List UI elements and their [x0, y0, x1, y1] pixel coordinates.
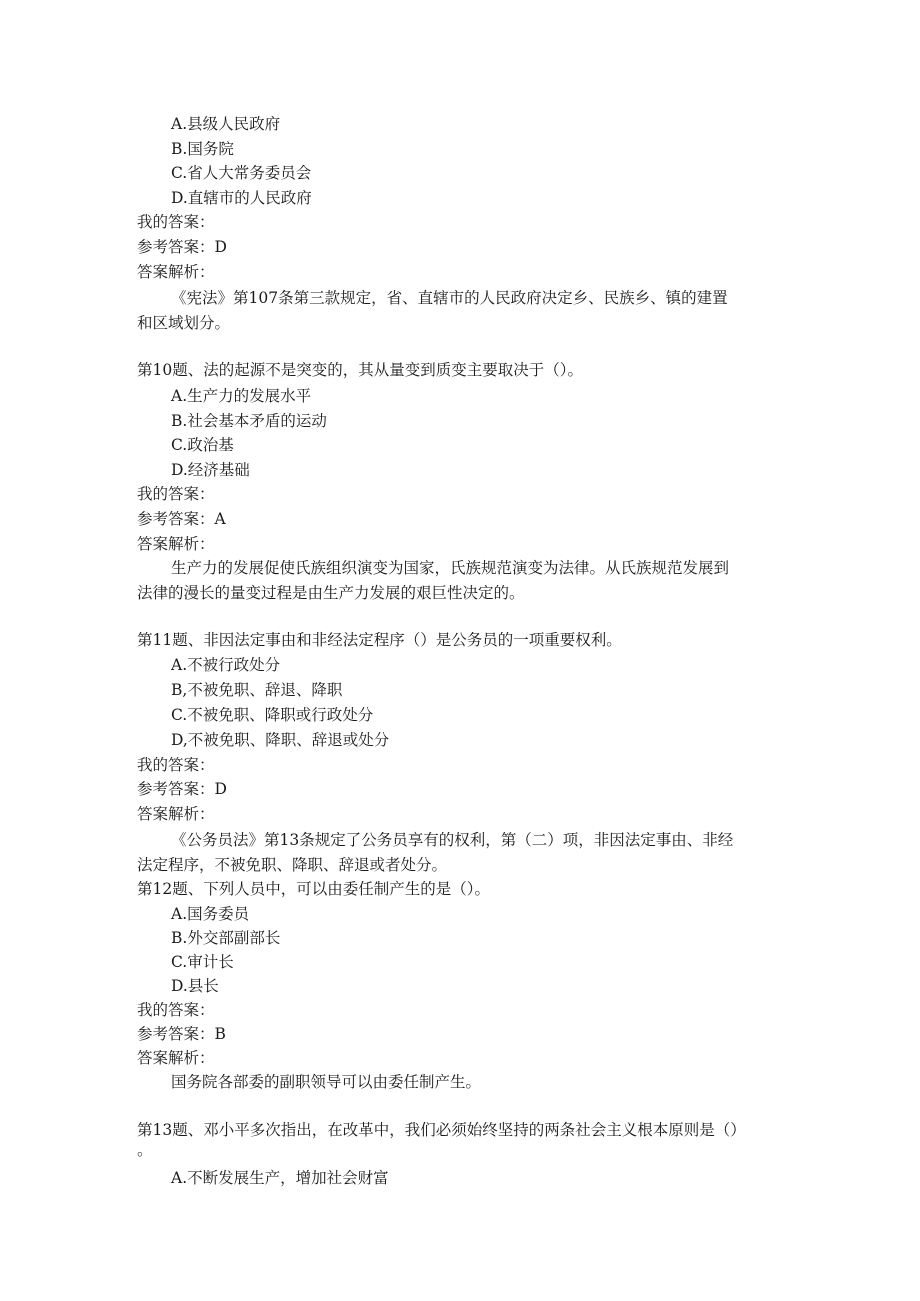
q9-option-a: A.县级人民政府 — [171, 115, 281, 133]
q11-reference-answer: 参考答案：D — [137, 780, 227, 798]
q10-title: 第10题、法的起源不是突变的，其从量变到质变主要取决于（）。 — [137, 361, 583, 379]
q10-reference-answer: 参考答案：A — [137, 510, 226, 528]
q9-option-d: D.直辖市的人民政府 — [171, 189, 312, 207]
q11-explanation-line-2: 法定程序，不被免职、降职、辞退或者处分。 — [137, 856, 448, 874]
q11-title: 第11题、非因法定事由和非经法定程序（）是公务员的一项重要权利。 — [137, 631, 622, 649]
q12-explanation-line-1: 国务院各部委的副职领导可以由委任制产生。 — [171, 1073, 482, 1091]
q10-explanation-label: 答案解析： — [137, 535, 215, 553]
q13-title-end: 。 — [137, 1141, 153, 1159]
q12-reference-answer: 参考答案：B — [137, 1025, 226, 1043]
q12-option-b: B.外交部副部长 — [171, 929, 281, 947]
q12-option-c: C.审计长 — [171, 953, 234, 971]
q9-explanation-line-2: 和区域划分。 — [137, 314, 231, 332]
q10-explanation-line-2: 法律的漫长的量变过程是由生产力发展的艰巨性决定的。 — [137, 584, 525, 602]
q11-option-a: A.不被行政处分 — [171, 656, 281, 674]
q10-option-b: B.社会基本矛盾的运动 — [171, 412, 327, 430]
q9-my-answer: 我的答案： — [137, 213, 215, 231]
q12-option-d: D.县长 — [171, 977, 219, 995]
q11-option-d: D,不被免职、降职、辞退或处分 — [171, 731, 390, 749]
q10-option-d: D.经济基础 — [171, 461, 250, 479]
q11-my-answer: 我的答案： — [137, 756, 215, 774]
q9-reference-answer: 参考答案：D — [137, 238, 227, 256]
q13-title: 第13题、邓小平多次指出，在改革中，我们必须始终坚持的两条社会主义根本原则是（） — [137, 1121, 746, 1139]
q12-explanation-label: 答案解析： — [137, 1049, 215, 1067]
q9-explanation-label: 答案解析： — [137, 263, 215, 281]
q11-option-c: C.不被免职、降职或行政处分 — [171, 706, 374, 724]
q13-option-a: A.不断发展生产，增加社会财富 — [171, 1169, 389, 1187]
q11-explanation-label: 答案解析： — [137, 805, 215, 823]
q10-option-c: C.政治基 — [171, 436, 234, 454]
q9-option-b: B.国务院 — [171, 140, 234, 158]
q9-option-c: C.省人大常务委员会 — [171, 164, 312, 182]
q10-explanation-line-1: 生产力的发展促使氏族组织演变为国家，氏族规范演变为法律。从氏族规范发展到 — [171, 559, 730, 577]
q10-my-answer: 我的答案： — [137, 485, 215, 503]
q11-explanation-line-1: 《公务员法》第13条规定了公务员享有的权利，第（二）项，非因法定事由、非经 — [171, 831, 734, 849]
q12-option-a: A.国务委员 — [171, 905, 250, 923]
q10-option-a: A.生产力的发展水平 — [171, 387, 312, 405]
q11-option-b: B,不被免职、辞退、降职 — [171, 681, 343, 699]
q12-my-answer: 我的答案： — [137, 1001, 215, 1019]
q9-explanation-line-1: 《宪法》第107条第三款规定，省、直辖市的人民政府决定乡、民族乡、镇的建置 — [171, 289, 728, 307]
q12-title: 第12题、下列人员中，可以由委任制产生的是（）。 — [137, 880, 490, 898]
